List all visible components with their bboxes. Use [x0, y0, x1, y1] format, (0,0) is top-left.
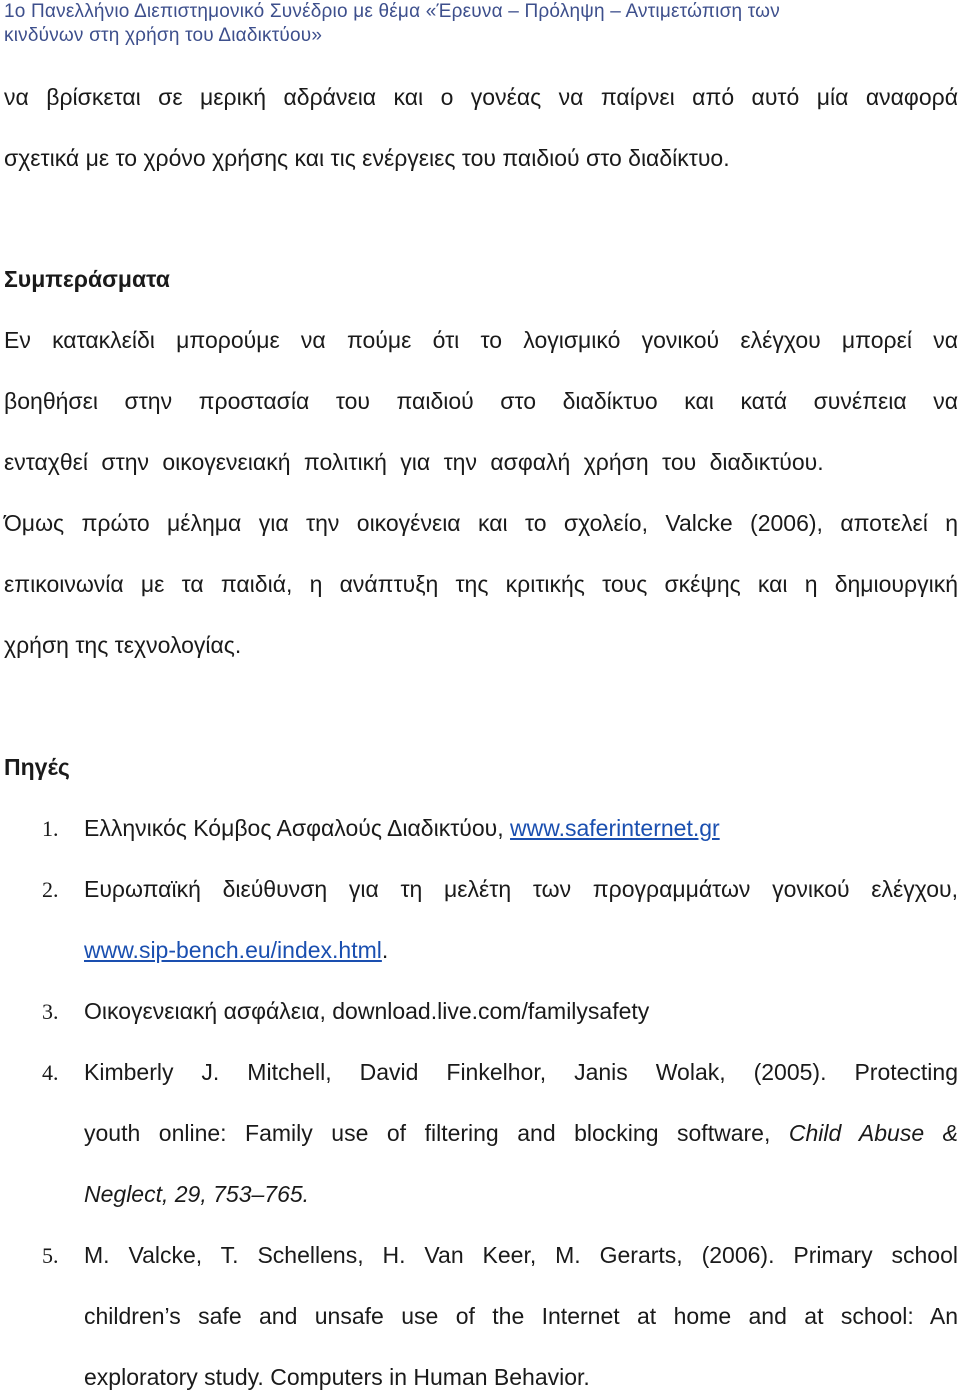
- conclusions-line-4: Όμως πρώτο μέλημα για την οικογένεια και το σχολείο, Valcke (2006), αποτελεί η: [4, 510, 958, 536]
- source-number-2: 2.: [42, 877, 59, 902]
- conclusions-line-2: βοηθήσει στην προστασία του παιδιού στο διαδίκτυο και κατά συνέπεια να: [4, 388, 958, 414]
- source-5-line-1: M. Valcke, T. Schellens, H. Van Keer, M. Gerarts, (2006). Primary school: [84, 1242, 958, 1268]
- source-4-line-2a: youth online: Family use of filtering and blocking software,: [84, 1120, 789, 1146]
- conclusions-line-5: επικοινωνία με τα παιδιά, η ανάπτυξη της κριτικής τους σκέψης και η δημιουργική: [4, 571, 958, 597]
- conclusions-heading: Συμπεράσματα: [4, 266, 170, 292]
- source-5-line-3: exploratory study. Computers in Human Behavior.: [84, 1364, 590, 1390]
- source-number-4: 4.: [42, 1060, 59, 1085]
- source-4-line-3: Neglect, 29, 753–765.: [84, 1181, 310, 1207]
- intro-line-2: σχετικά με το χρόνο χρήσης και τις ενέργειες του παιδιού στο διαδίκτυο.: [4, 145, 730, 171]
- source-4-journal: Child Abuse &: [788, 1120, 958, 1146]
- source-1-text: Ελληνικός Κόμβος Ασφαλούς Διαδικτύου,: [84, 815, 511, 841]
- source-4-line-1: Kimberly J. Mitchell, David Finkelhor, Janis Wolak, (2005). Protecting: [84, 1059, 958, 1085]
- conclusions-line-1: Εν κατακλείδι μπορούμε να πούμε ότι το λογισμικό γονικού ελέγχου μπορεί να: [4, 327, 958, 353]
- source-4-line-2: [84, 1118, 958, 1148]
- header-line-1: 1ο Πανελλήνιο Διεπιστημονικό Συνέδριο με θέμα «Έρευνα – Πρόληψη – Αντιμετώπιση των: [4, 1, 780, 22]
- source-2-line-2: [84, 935, 388, 965]
- source-5-line-2: children’s safe and unsafe use of the Internet at home and at school: An: [84, 1303, 958, 1329]
- source-2-line-1: Ευρωπαϊκή διεύθυνση για τη μελέτη των προγραμμάτων γονικού ελέγχου,: [84, 876, 958, 902]
- intro-line-1: να βρίσκεται σε μερική αδράνεια και ο γονέας να παίρνει από αυτό μία αναφορά: [4, 84, 958, 110]
- conclusions-line-6: χρήση της τεχνολογίας.: [4, 632, 242, 658]
- source-3-text: Οικογενειακή ασφάλεια, download.live.com/familysafety: [84, 998, 650, 1024]
- sip-bench-link[interactable]: www.sip-bench.eu/index.html: [84, 937, 382, 963]
- source-item-1: [84, 813, 720, 843]
- source-number-5: 5.: [42, 1243, 59, 1268]
- page-header: [4, 0, 944, 48]
- saferinternet-link[interactable]: www.saferinternet.gr: [510, 815, 720, 841]
- source-number-1: 1.: [42, 816, 59, 841]
- source-2-tail: .: [381, 937, 389, 963]
- conclusions-line-3: ενταχθεί στην οικογενειακή πολιτική για την ασφαλή χρήση του διαδικτύου.: [4, 449, 824, 475]
- header-line-2: κινδύνων στη χρήση του Διαδικτύου»: [4, 25, 323, 46]
- source-number-3: 3.: [42, 999, 59, 1024]
- sources-heading: Πηγές: [4, 754, 70, 780]
